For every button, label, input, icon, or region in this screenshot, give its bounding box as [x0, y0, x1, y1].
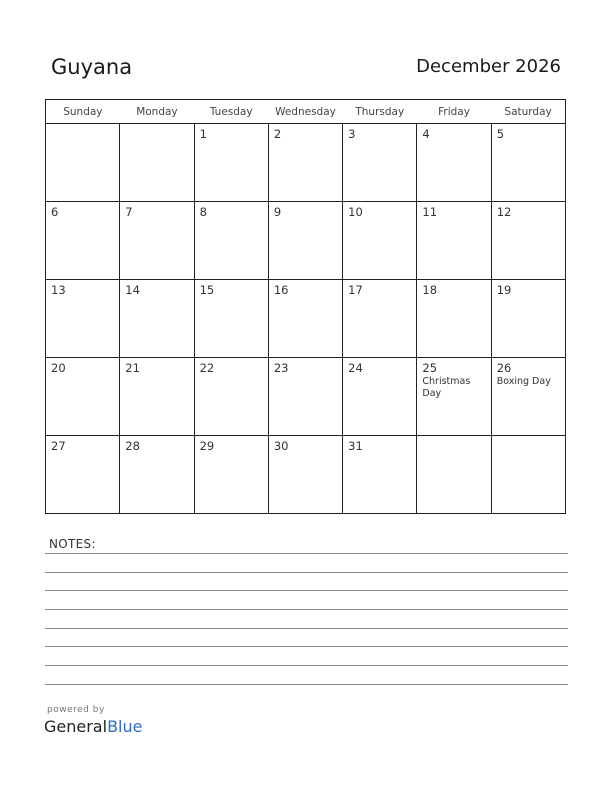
brand-blue: Blue: [107, 717, 143, 736]
day-cell: [46, 358, 120, 436]
day-number: 20: [51, 361, 66, 375]
note-line: [45, 665, 568, 666]
day-number: 2: [273, 127, 282, 141]
day-cell: [268, 202, 342, 280]
day-number: 30: [273, 439, 289, 453]
week-row: [46, 124, 566, 202]
day-cell: [46, 436, 120, 514]
day-number: 31: [348, 439, 363, 453]
day-cell: [343, 358, 417, 436]
day-number: 3: [348, 127, 356, 141]
day-number: 12: [496, 205, 512, 219]
day-cell: [491, 436, 565, 514]
day-number: 25: [422, 361, 438, 375]
day-number: 14: [125, 283, 140, 297]
day-cell: [491, 358, 565, 436]
day-cell: [343, 124, 417, 202]
day-number: 16: [273, 283, 289, 297]
day-cell: [268, 358, 342, 436]
day-number: 15: [199, 283, 215, 297]
day-cell: [343, 202, 417, 280]
week-row: [46, 280, 566, 358]
day-number: 17: [348, 283, 363, 297]
day-cell: [491, 124, 565, 202]
note-line: [45, 572, 568, 573]
week-row: [46, 436, 566, 514]
day-cell: [343, 280, 417, 358]
day-number: 7: [125, 205, 133, 219]
day-number: 18: [422, 283, 438, 297]
weekday-header: Tuesday: [194, 100, 268, 124]
weekday-header: Sunday: [46, 100, 120, 124]
day-cell: [417, 436, 491, 514]
day-number: 9: [273, 205, 282, 219]
powered-by-text: powered by: [47, 705, 105, 715]
day-cell: [491, 202, 565, 280]
day-number: 10: [348, 205, 363, 219]
country-title: Guyana: [51, 55, 133, 79]
day-number: 27: [51, 439, 66, 453]
weekday-header-row: [46, 100, 566, 124]
note-line: [45, 590, 568, 591]
day-number: 26: [496, 361, 512, 375]
day-cell: [194, 436, 268, 514]
day-cell: [120, 358, 194, 436]
weekday-header: Friday: [417, 100, 491, 124]
day-cell: [120, 124, 194, 202]
notes-label: NOTES:: [49, 537, 96, 551]
day-number: 29: [199, 439, 215, 453]
day-cell: [120, 202, 194, 280]
holiday-label: Christmas Day: [422, 376, 471, 399]
weekday-header: Monday: [120, 100, 194, 124]
day-number: 8: [199, 205, 207, 219]
note-line: [45, 684, 568, 685]
day-number: 21: [125, 361, 140, 375]
note-line: [45, 609, 568, 610]
day-number: 6: [51, 205, 59, 219]
day-number: 5: [496, 127, 505, 141]
weekday-header: Saturday: [491, 100, 565, 124]
day-number: 23: [273, 361, 289, 375]
day-cell: [194, 358, 268, 436]
day-cell: [194, 202, 268, 280]
day-number: 1: [199, 127, 207, 141]
day-cell: [268, 124, 342, 202]
day-cell: [417, 280, 491, 358]
calendar-grid: [45, 99, 566, 514]
day-cell: [417, 358, 491, 436]
note-line: [45, 553, 568, 554]
day-cell: [343, 436, 417, 514]
day-number: 28: [125, 439, 140, 453]
note-line: [45, 628, 568, 629]
day-cell: [268, 280, 342, 358]
day-cell: [46, 280, 120, 358]
generalblue-logo: [44, 717, 142, 736]
day-number: 11: [422, 205, 438, 219]
day-cell: [194, 280, 268, 358]
day-cell: [120, 436, 194, 514]
day-cell: [46, 202, 120, 280]
weekday-header: Thursday: [343, 100, 417, 124]
day-cell: [268, 436, 342, 514]
day-number: 19: [496, 283, 512, 297]
day-number: 4: [422, 127, 430, 141]
day-number: 13: [51, 283, 66, 297]
day-number: 22: [199, 361, 215, 375]
note-line: [45, 646, 568, 647]
day-cell: [491, 280, 565, 358]
week-row: [46, 358, 566, 436]
day-cell: [194, 124, 268, 202]
day-cell: [417, 124, 491, 202]
day-number: 24: [348, 361, 363, 375]
week-row: [46, 202, 566, 280]
brand-general: General: [44, 717, 108, 736]
month-title: December 2026: [416, 56, 561, 77]
day-cell: [417, 202, 491, 280]
day-cell: [120, 280, 194, 358]
weekday-header: Wednesday: [268, 100, 342, 124]
holiday-label: Boxing Day: [496, 376, 551, 387]
day-cell: [46, 124, 120, 202]
